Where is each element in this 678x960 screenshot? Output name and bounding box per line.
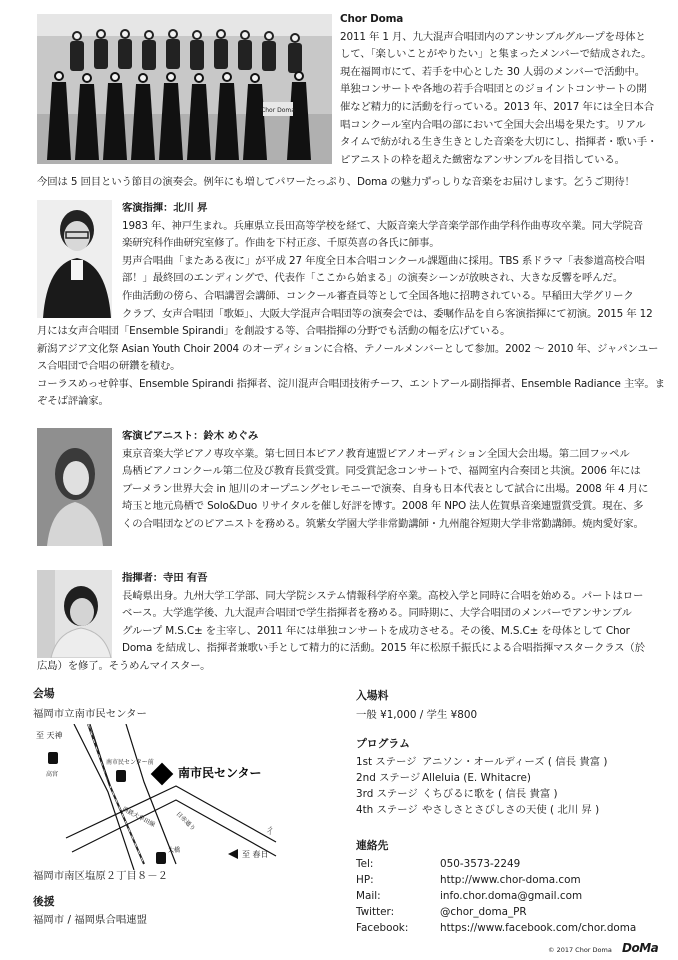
venue-heading: 会場 bbox=[33, 687, 55, 700]
conductor-line: 楽研究科作曲研究室修了。作曲を下村正彦、千原英喜の各氏に師事。 bbox=[122, 237, 440, 250]
program-row bbox=[356, 786, 666, 802]
stage-label: 1st ステージ bbox=[356, 756, 417, 768]
contact-label: Tel: bbox=[356, 858, 374, 870]
stage-title: Alleluia (E. Whitacre) bbox=[422, 772, 531, 784]
admission-text: 一般 ¥1,000 / 学生 ¥800 bbox=[356, 709, 478, 721]
pianist-line: 東京音楽大学ピアノ専攻卒業。第七回日本ピアノ教育連盟ピアノオーディション全国大会出場。第二回フッペル bbox=[122, 447, 630, 460]
contact-link-twitter[interactable]: @chor_doma_PR bbox=[440, 906, 527, 918]
conductor-line: 作曲活動の傍ら、合唱講習会講師、コンクール審査員等として全国各地に招聘されている。早稲田大学グリーク bbox=[122, 289, 634, 302]
chor-line: 現在福岡市にて、若手を中心とした 30 人弱のメンバーで活動中。 bbox=[340, 65, 646, 78]
program-section bbox=[356, 736, 666, 818]
pianist-line: 埼玉と地元鳥栖で Solo&Duo リサイタルを催し好評を博す。2008 年 NPO 法人佐賀県音楽連盟賞受賞。現在、多 bbox=[122, 500, 644, 513]
conductor-line: ぞそば評論家。 bbox=[37, 395, 109, 408]
chor-line: 2011 年 1 月、九大混声合唱団内のアンサンブルグループを母体と bbox=[340, 30, 646, 43]
director-line: グループ M.S.C± を主宰し、2011 年には単独コンサートを成功させる。その後、M.S.C± を母体として Chor bbox=[122, 624, 630, 637]
contact-row bbox=[356, 920, 666, 936]
sponsor-text: 福岡市 / 福岡県合唱連盟 bbox=[33, 914, 148, 926]
stage-label: 4th ステージ bbox=[356, 804, 418, 816]
label-kasuga: 至 春日 bbox=[242, 850, 269, 859]
conductor-title: 客演指揮：北川 昇 bbox=[122, 202, 208, 214]
group-photo bbox=[37, 14, 332, 164]
contact-label: Facebook: bbox=[356, 922, 409, 934]
conductor-line: 月には女声合唱団「Ensemble Spirandi」を創設する等、合唱指揮の分野でも活動の幅を広げている。 bbox=[37, 325, 511, 337]
stage-title: くちびるに歌を ( 信長 貴富 ) bbox=[422, 788, 558, 800]
venue-name: 福岡市立南市民センター bbox=[33, 708, 147, 720]
contact-link-mail[interactable]: info.chor.doma@gmail.com bbox=[440, 890, 583, 902]
conductor-line: クラブ、女声合唱団「歌姫」、大阪大学混声合唱団等の演奏会では、委嘱作品を自ら客演指揮にて初演。2015 年 12 bbox=[122, 307, 653, 320]
contact-label: Twitter: bbox=[356, 906, 395, 918]
director-bio bbox=[122, 570, 672, 658]
conductor-bio-wide bbox=[37, 323, 677, 411]
arrow-icon bbox=[228, 849, 238, 859]
pianist-bio bbox=[122, 428, 672, 534]
chor-line: 催など精力的に活動を行っている。2013 年、2017 年には全日本合 bbox=[340, 100, 655, 113]
program-row bbox=[356, 770, 666, 786]
contact-link-hp[interactable]: http://www.chor-doma.com bbox=[440, 874, 581, 886]
program-heading: プログラム bbox=[356, 737, 410, 750]
label-center: 南市民センター bbox=[178, 766, 262, 780]
main-road bbox=[74, 724, 134, 870]
contact-label: Mail: bbox=[356, 890, 381, 902]
stage-title: アニソン・オールディーズ ( 信長 貴富 ) bbox=[422, 756, 608, 768]
chor-intro bbox=[340, 11, 670, 169]
contact-row bbox=[356, 856, 666, 872]
label-takamiya: 高宮 bbox=[46, 771, 59, 778]
chor-line: タイムで紡がれる生き生きとした音楽を大切にし、指揮者・歌い手・ bbox=[340, 136, 658, 149]
conductor-line: 男声合唱曲「またある夜に」が平成 27 年度全日本合唱コンクール課題曲に採用。TBS 系ドラマ「表参道高校合唱 bbox=[122, 254, 645, 267]
contact-value: 050-3573-2249 bbox=[440, 858, 521, 870]
contact-row bbox=[356, 904, 666, 920]
director-line: 長崎県出身。九州大学工学部、同大学院システム情報科学府卒業。高校入学と同時に合唱を始める。パートはロー bbox=[122, 589, 644, 602]
train-icon bbox=[156, 852, 166, 864]
pianist-line: ブーメラン世界大会 in 旭川のオープニングセレモニーで演奏、自身も日本代表として試合に出場。2008 年 4 月に bbox=[122, 482, 649, 495]
program-row bbox=[356, 754, 666, 770]
label-tenjin: 至 天神 bbox=[36, 731, 63, 740]
footer-logo: DoMa bbox=[622, 941, 659, 955]
cross-road bbox=[66, 786, 276, 842]
sponsor-heading: 後援 bbox=[33, 895, 55, 908]
chor-note: 今回は 5 回目という節目の演奏会。例年にも増してパワーたっぷり、Doma の魅力ずっしりな音楽をお届けします。乞うご期待！ bbox=[37, 176, 635, 188]
admission-heading: 入場料 bbox=[356, 689, 389, 702]
director-line: ベース。大学進学後、九大混声合唱団で学生指揮者を務める。同時期に、大学合唱団のメンバーでアンサンブル bbox=[122, 607, 632, 620]
conductor-line: ス合唱団で合唱の研鑽を積む。 bbox=[37, 360, 181, 373]
pianist-line: くの合唱団などのピアニストを務める。筑紫女学園大学非常勤講師・九州龍谷短期大学非常勤講師。焼肉愛好家。 bbox=[122, 517, 644, 530]
chor-line: 単独コンサートや各地の若手合唱団とのジョイントコンサートの開 bbox=[340, 83, 647, 96]
copyright: © 2017 Chor Doma bbox=[548, 946, 612, 954]
contact-heading: 連絡先 bbox=[356, 839, 389, 852]
admission-section bbox=[356, 688, 656, 723]
conductor-line: 新潟アジア文化祭 Asian Youth Choir 2004 のオーディションに合格、テノールメンバーとして参加。2002 ～ 2010 年、ジャパンユー bbox=[37, 342, 659, 355]
chor-line: 唱コンクール室内合唱の部において全国大会出場を果たす。リアル bbox=[340, 118, 646, 131]
train-icon bbox=[48, 752, 58, 764]
road-edge bbox=[126, 724, 176, 864]
director-line: 広島）を修了。そうめんマイスター。 bbox=[37, 660, 211, 672]
director-title: 指揮者：寺田 有吾 bbox=[122, 572, 208, 584]
contact-label: HP: bbox=[356, 874, 374, 886]
chor-line: して、「楽しいことがやりたい」と集まったメンバーで結成された。 bbox=[340, 48, 652, 61]
conductor-line: コーラスめっせ幹事、Ensemble Spirandi 指揮者、淀川混声合唱団技術チーフ、エントアール副指揮者、Ensemble Radiance 主宰。ま bbox=[37, 377, 665, 390]
label-ohashi: 大橋 bbox=[168, 847, 181, 854]
contact-section bbox=[356, 838, 666, 936]
center-marker-icon bbox=[151, 763, 174, 786]
conductor-line: 1983 年、神戸生まれ。兵庫県立長田高等学校を経て、大阪音楽大学音楽学部作曲学科作曲専攻卒業。同大学院音 bbox=[122, 219, 643, 232]
contact-link-facebook[interactable]: https://www.facebook.com/chor.doma bbox=[440, 922, 637, 934]
conductor-bio bbox=[122, 200, 672, 323]
choir-silhouettes bbox=[37, 14, 332, 164]
conductor-photo bbox=[37, 200, 112, 318]
pianist-photo bbox=[37, 428, 112, 546]
director-photo bbox=[37, 570, 112, 658]
label-minami-station: 南市民センター前 bbox=[106, 759, 154, 766]
stage-title: やさしさとさびしさの天使 ( 北川 昇 ) bbox=[422, 804, 600, 816]
stage-label: 3rd ステージ bbox=[356, 788, 418, 800]
sponsor-section bbox=[33, 894, 333, 928]
chor-title: Chor Doma bbox=[340, 13, 404, 25]
director-line: Doma を結成し、指揮者兼歌い手として精力的に活動。2015 年に松原千振氏による合唱指揮マスタークラス（於 bbox=[122, 642, 645, 655]
contact-row bbox=[356, 872, 666, 888]
label-line: 西鉄大牟田線 bbox=[121, 805, 157, 829]
program-row bbox=[356, 802, 666, 818]
pianist-line: 鳥栖ピアノコンクール第二位及び教育長賞受賞。同受賞記念コンサートで、福岡室内合奏団と共演。2006 年には bbox=[122, 465, 641, 478]
pianist-title: 客演ピアニスト：鈴木 めぐみ bbox=[122, 430, 259, 442]
label-road: 日赤通り bbox=[174, 810, 197, 833]
venue-section bbox=[33, 686, 333, 722]
train-icon bbox=[116, 770, 126, 782]
venue-address: 福岡市南区塩原２丁目８－２ bbox=[33, 870, 169, 882]
stage-label: 2nd ステージ bbox=[356, 772, 421, 784]
venue-map bbox=[26, 724, 306, 870]
conductor-line: 部！」最終回のエンディングで、代表作「ここから始まる」の演奏シーンが放映され、大きな反響を呼んだ。 bbox=[122, 272, 623, 285]
river-mark: ㄔ bbox=[264, 823, 277, 837]
chor-line: ピアニストの枠を超えた緻密なアンサンブルを目指している。 bbox=[340, 153, 625, 166]
contact-row bbox=[356, 888, 666, 904]
banner-text: Chor Doma bbox=[261, 107, 295, 114]
